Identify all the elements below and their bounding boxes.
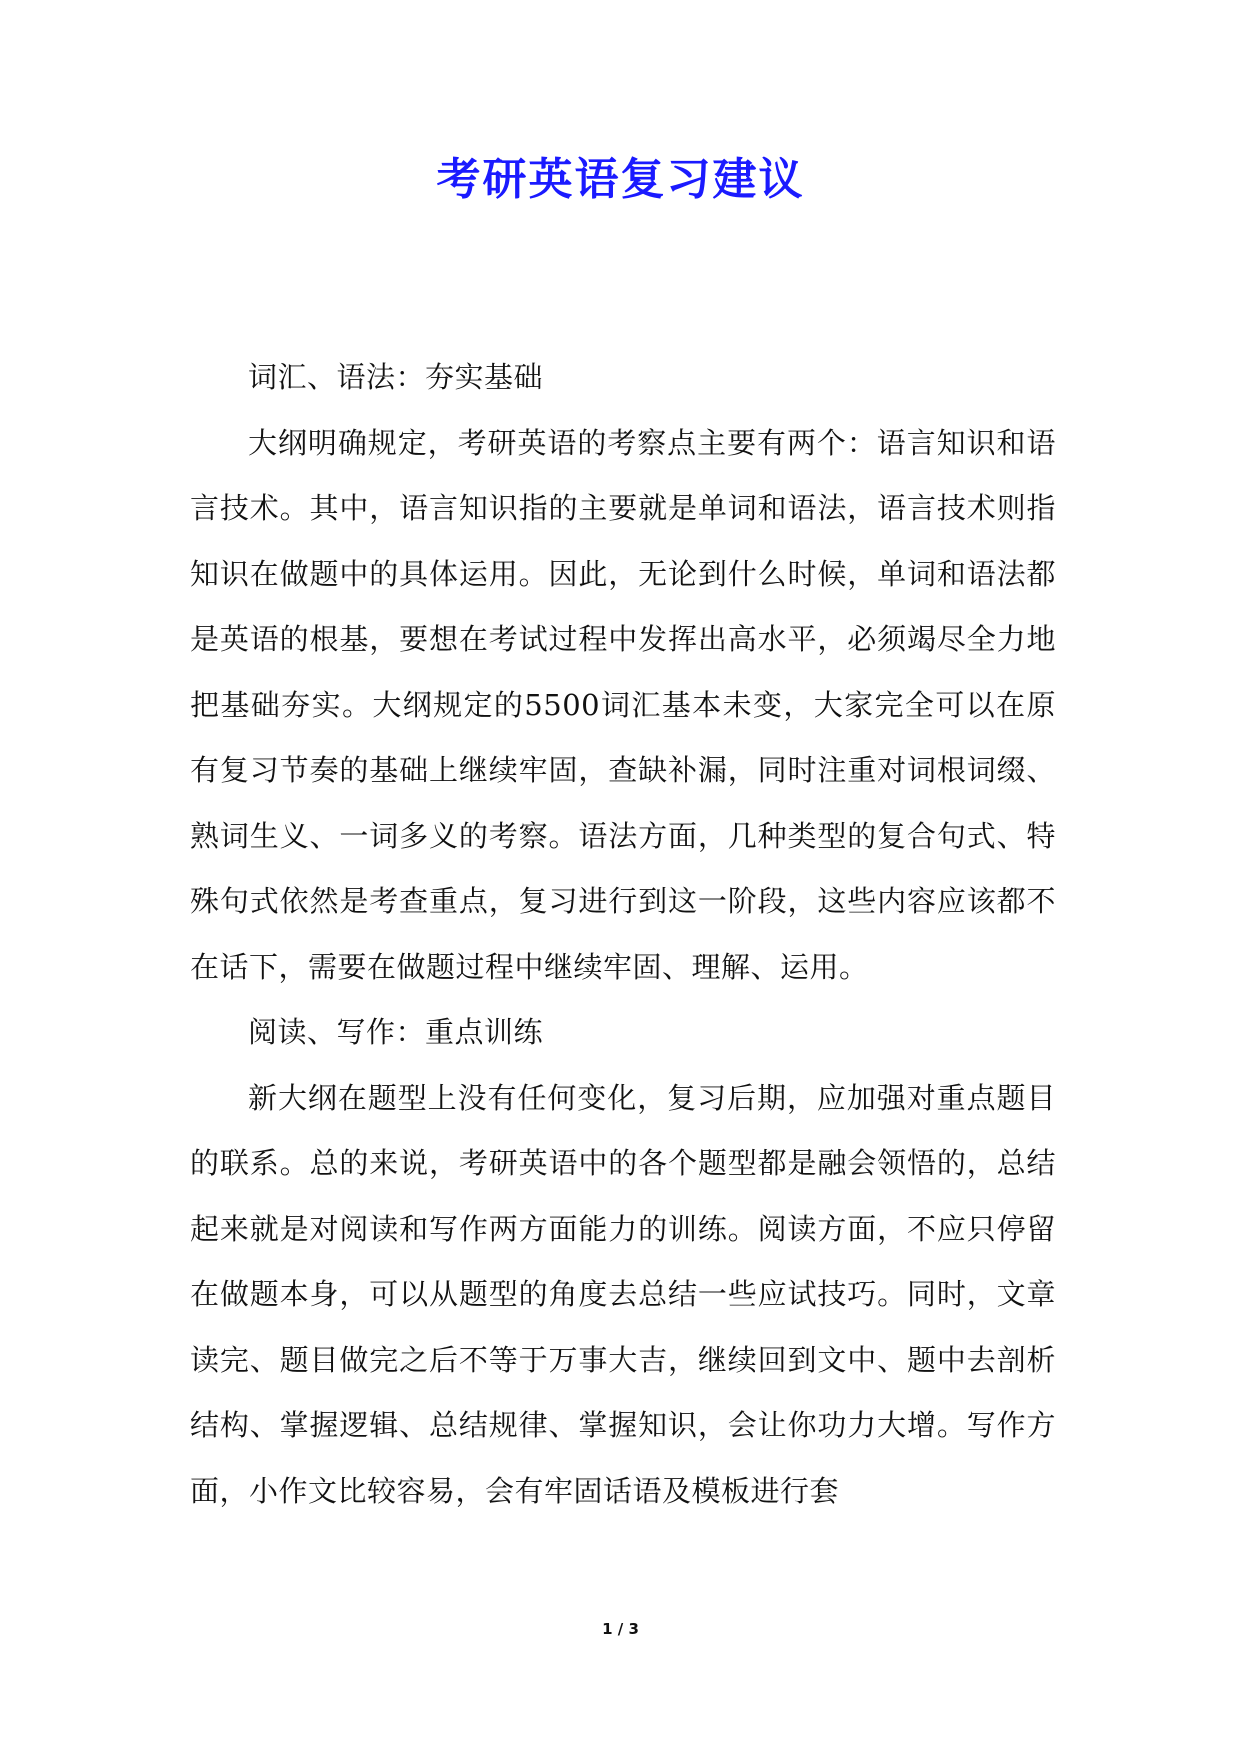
document-title: 考研英语复习建议 <box>436 154 805 205</box>
document-body <box>190 345 1056 1524</box>
section-paragraph-reading-writing: 新大纲在题型上没有任何变化，复习后期，应加强对重点题目的联系。总的来说，考研英语中的各个题型都是融会领悟的，总结起来就是对阅读和写作两方面能力的训练。阅读方面，不应只停留在做题本身，可以从题型的角度去总结一些应试技巧。同时，文章读完、题目做完之后不等于万事大吉，继续回到文中、题中去剖析结构、掌握逻辑、总结规律、掌握知识，会让你功力大增。写作方面，小作文比较容易，会有牢固话语及模板进行套 <box>190 1080 1056 1508</box>
section-heading-reading-writing: 阅读、写作：重点训练 <box>248 1015 544 1049</box>
page-number: 1 / 3 <box>602 1620 639 1638</box>
section-heading-vocabulary-grammar: 词汇、语法：夯实基础 <box>248 360 544 394</box>
section-paragraph-vocabulary-grammar: 大纲明确规定，考研英语的考察点主要有两个：语言知识和语言技术。其中，语言知识指的主要就是单词和语法，语言技术则指知识在做题中的具体运用。因此，无论到什么时候，单词和语法都是英语的根基，要想在考试过程中发挥出高水平，必须竭尽全力地把基础夯实。大纲规定的5500词汇基本未变，大家完全可以在原有复习节奏的基础上继续牢固，查缺补漏，同时注重对词根词缀、熟词生义、一词多义的考察。语法方面，几种类型的复合句式、特殊句式依然是考查重点，复习进行到这一阶段，这些内容应该都不在话下，需要在做题过程中继续牢固、理解、运用。 <box>190 425 1056 984</box>
